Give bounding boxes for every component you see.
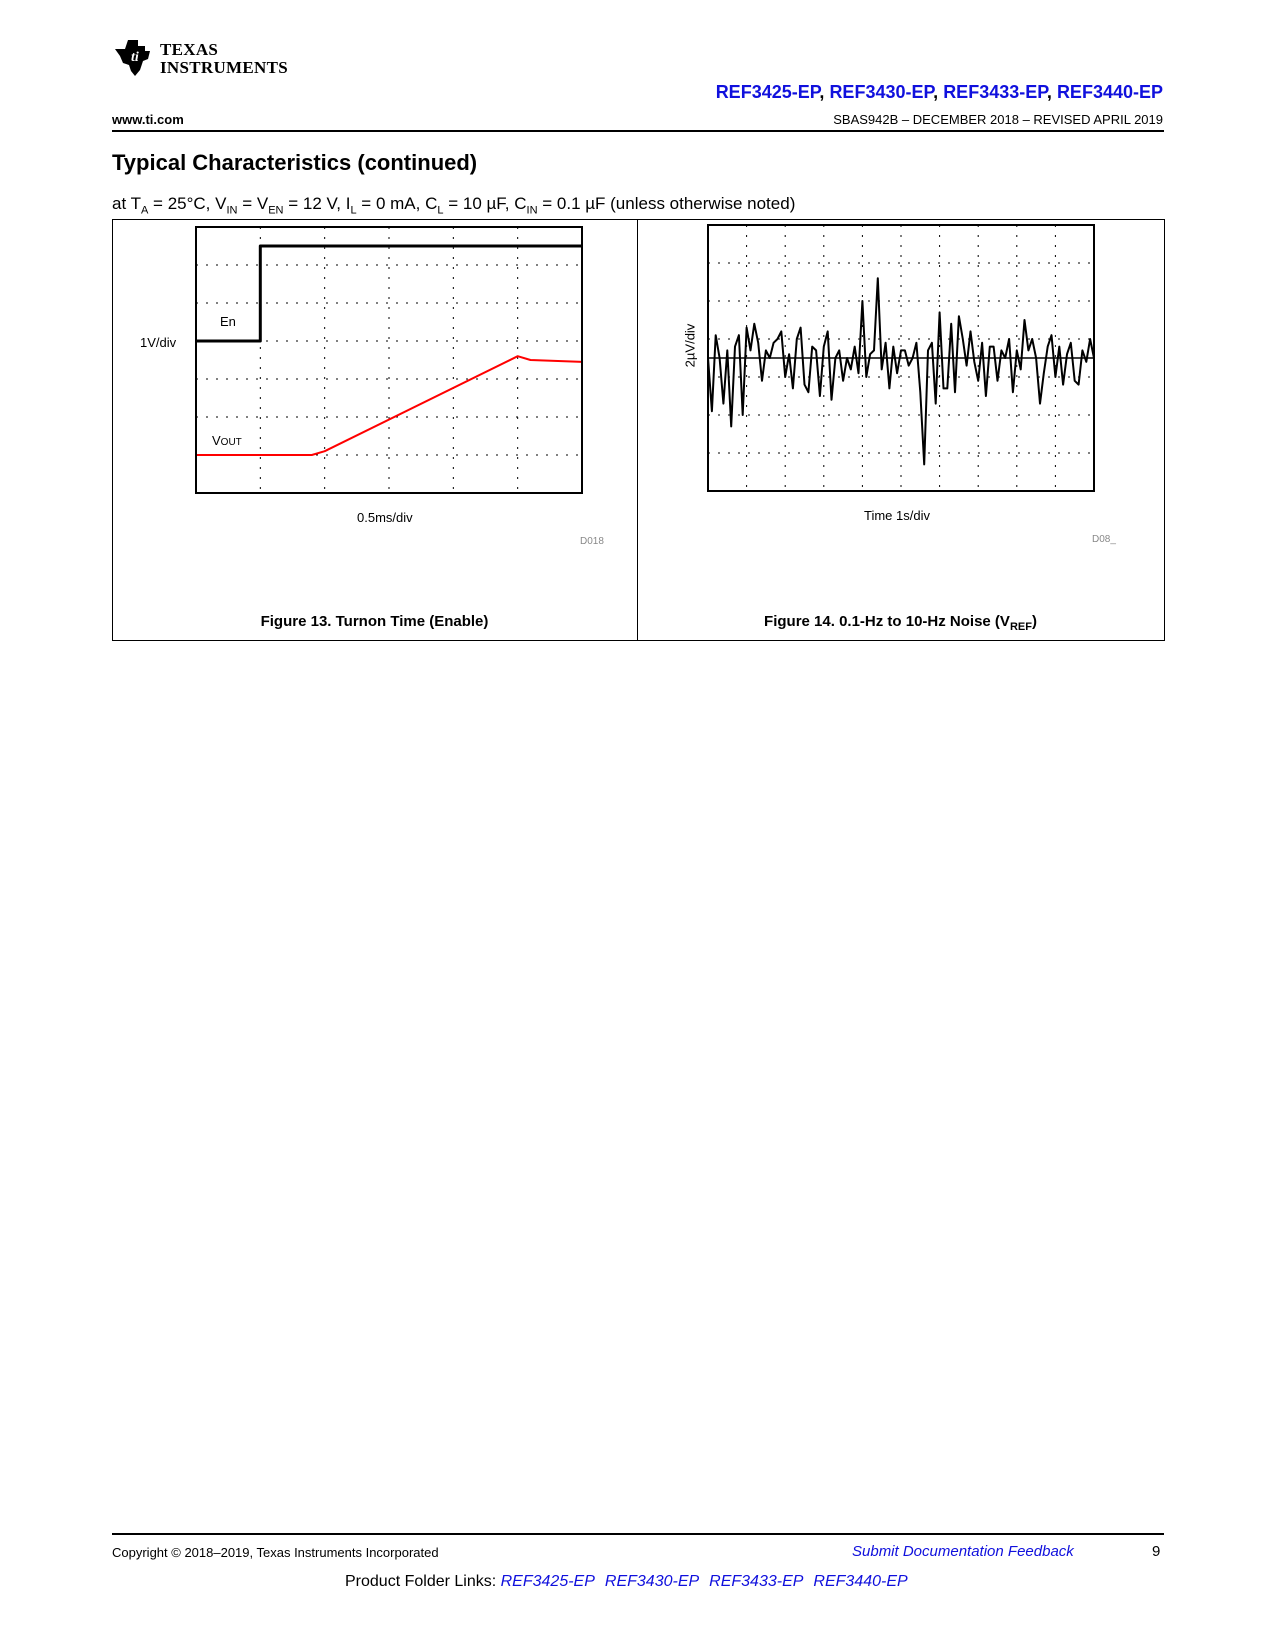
fig13-vout-sub: OUT <box>220 437 242 448</box>
part-number-links: REF3425-EP, REF3430-EP, REF3433-EP, REF3440-EP <box>715 82 1163 102</box>
folder-link-ref3430[interactable]: REF3430-EP <box>604 1573 700 1590</box>
fig13-series-en <box>196 246 582 341</box>
cond-text-2: = 25°C, V <box>148 194 227 213</box>
website-link[interactable]: www.ti.com <box>112 112 184 127</box>
page-number: 9 <box>1152 1543 1161 1560</box>
fig13-plot <box>194 225 584 503</box>
cond-text-5: = 0 mA, C <box>356 194 438 213</box>
part-link-ref3440[interactable]: REF3440-EP <box>1056 82 1163 102</box>
cond-sub-4: L <box>350 204 357 217</box>
part-link-ref3433[interactable]: REF3433-EP <box>943 82 1047 102</box>
fig14-plot <box>706 223 1096 501</box>
folder-link-ref3433[interactable]: REF3433-EP <box>709 1573 804 1590</box>
section-title: Typical Characteristics (continued) <box>112 150 478 175</box>
fig13-plot-frame <box>196 227 582 493</box>
folder-link-ref3440[interactable]: REF3440-EP <box>813 1573 908 1590</box>
copyright: Copyright © 2018–2019, Texas Instruments Incorporated <box>112 1545 439 1560</box>
logo-wordmark <box>160 41 288 77</box>
product-folder-links <box>345 1573 918 1591</box>
logo-line-1: TEXAS <box>160 40 219 59</box>
fig13-en-label: En <box>220 314 236 329</box>
fig14-x-label: Time 1s/div <box>864 508 930 523</box>
svg-text:ti: ti <box>131 50 139 65</box>
document-id: SBAS942B – DECEMBER 2018 – REVISED APRIL 2019 <box>833 112 1163 127</box>
ti-logo-icon <box>112 37 154 79</box>
ti-logo <box>112 37 312 87</box>
fig13-vout-main: V <box>212 433 221 448</box>
fig14-caption-sub: REF <box>1009 621 1032 633</box>
cond-sub-6: IN <box>526 204 538 217</box>
cond-sub-1: A <box>140 204 149 217</box>
fig13-x-label: 0.5ms/div <box>357 510 413 525</box>
cond-text-7: = 0.1 µF (unless otherwise noted) <box>537 194 796 213</box>
fig14-caption-main: Figure 14. 0.1-Hz to 10-Hz Noise (V <box>764 613 1010 630</box>
submit-feedback-link[interactable]: Submit Documentation Feedback <box>852 1543 1074 1560</box>
fig14-caption-end: ) <box>1031 613 1037 630</box>
footer-rule <box>112 1533 1164 1535</box>
fig14-code: D08_ <box>1092 534 1116 545</box>
cond-text-3: = V <box>237 194 269 213</box>
part-link-ref3425[interactable]: REF3425-EP <box>715 82 820 102</box>
test-conditions <box>112 194 795 216</box>
fig13-code: D018 <box>580 536 604 547</box>
fig14-y-label: 2µV/div <box>682 323 698 368</box>
cond-sub-5: L <box>437 204 444 217</box>
fig14-caption <box>638 613 1163 633</box>
header-rule <box>112 130 1164 132</box>
fig13-series-vout <box>196 356 582 455</box>
folder-link-ref3425[interactable]: REF3425-EP <box>500 1573 595 1590</box>
fig13-y-label: 1V/div <box>140 335 177 350</box>
cond-sub-2: IN <box>226 204 238 217</box>
part-link-ref3430[interactable]: REF3430-EP <box>829 82 934 102</box>
logo-line-2: INSTRUMENTS <box>160 58 288 77</box>
cond-text-1: at T <box>112 194 141 213</box>
cond-text-6: = 10 µF, C <box>443 194 527 213</box>
cond-sub-3: EN <box>268 204 284 217</box>
figure-divider <box>637 219 638 640</box>
cond-text-4: = 12 V, I <box>283 194 351 213</box>
fig13-caption: Figure 13. Turnon Time (Enable) <box>260 613 489 630</box>
product-folder-label: Product Folder Links: <box>345 1573 501 1590</box>
